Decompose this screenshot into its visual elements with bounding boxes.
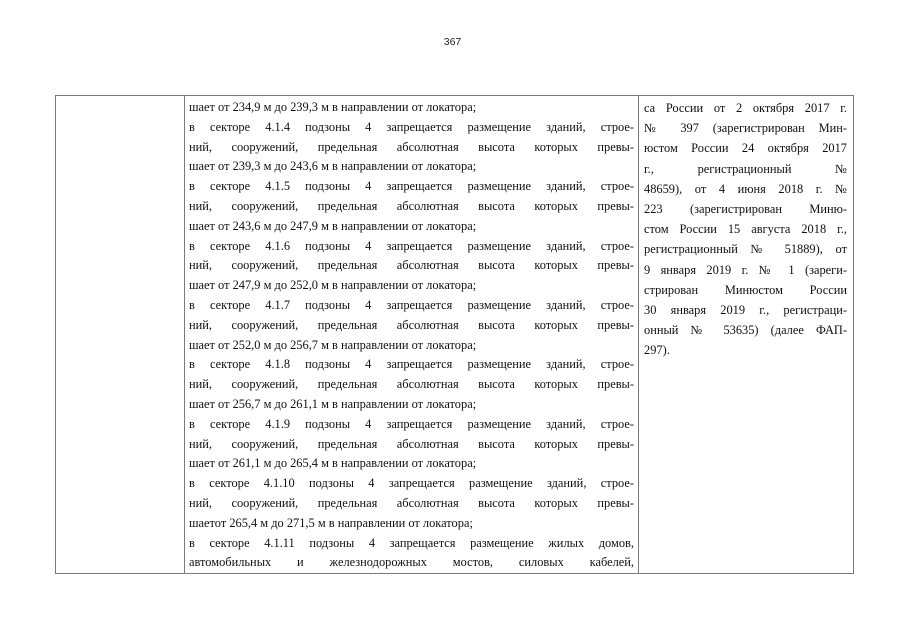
text-line: в секторе 4.1.8 подзоны 4 запрещается размещение зданий, строе- (189, 357, 634, 372)
document-table (55, 95, 854, 574)
text-line: шает от 261,1 м до 265,4 м в направлении от локатора; (189, 456, 477, 471)
reference-line: са России от 2 октября 2017 г. (644, 101, 847, 115)
reference-line: стрирован Минюстом России (644, 282, 847, 297)
main-text-cell (185, 96, 639, 574)
text-line: ний, сооружений, предельная абсолютная высота которых превы- (189, 495, 634, 510)
reference-line: регистрационный № 51889), от (644, 242, 847, 257)
reference-cell (639, 96, 854, 574)
reference-line: 48659), от 4 июня 2018 г. № (644, 181, 847, 196)
empty-cell (56, 96, 185, 574)
text-line: шает от 247,9 м до 252,0 м в направлении от локатора; (189, 278, 477, 293)
reference-line: 297). (644, 343, 670, 358)
table-row (56, 96, 854, 574)
reference-text-block (639, 96, 853, 361)
text-line: ний, сооружений, предельная абсолютная высота которых превы- (189, 139, 634, 154)
text-line: ний, сооружений, предельная абсолютная высота которых превы- (189, 317, 634, 332)
reference-line: 9 января 2019 г. № 1 (зареги- (644, 262, 847, 277)
reference-line: г., регистрационный № (644, 161, 847, 176)
text-line: шает от 243,6 м до 247,9 м в направлении от локатора; (189, 218, 477, 233)
page-number: 367 (443, 36, 462, 48)
text-line: шает от 239,3 м до 243,6 м в направлении от локатора; (189, 159, 477, 174)
reference-line: юстом России 24 октября 2017 (644, 141, 847, 156)
text-line: в секторе 4.1.11 подзоны 4 запрещается размещение жилых домов, (189, 535, 634, 550)
text-line: шает от 234,9 м до 239,3 м в направлении от локатора; (189, 100, 477, 114)
text-line: шает от 256,7 м до 261,1 м в направлении от локатора; (189, 396, 477, 411)
text-line: в секторе 4.1.6 подзоны 4 запрещается размещение зданий, строе- (189, 238, 634, 253)
reference-line: 223 (зарегистрирован Миню- (644, 202, 847, 217)
text-line: шает от 252,0 м до 256,7 м в направлении от локатора; (189, 337, 477, 352)
text-line: шаетот 265,4 м до 271,5 м в направлении от локатора; (189, 515, 473, 530)
main-text-block (185, 96, 638, 573)
text-line: в секторе 4.1.7 подзоны 4 запрещается размещение зданий, строе- (189, 297, 634, 312)
text-line: ний, сооружений, предельная абсолютная высота которых превы- (189, 258, 634, 273)
text-line: в секторе 4.1.5 подзоны 4 запрещается размещение зданий, строе- (189, 179, 634, 194)
reference-line: 30 января 2019 г., регистраци- (644, 303, 847, 318)
text-line: в секторе 4.1.10 подзоны 4 запрещается размещение зданий, строе- (189, 476, 634, 491)
text-line: в секторе 4.1.9 подзоны 4 запрещается размещение зданий, строе- (189, 416, 634, 431)
text-line: в секторе 4.1.4 подзоны 4 запрещается размещение зданий, строе- (189, 119, 634, 134)
reference-line: стом России 15 августа 2018 г., (644, 222, 847, 237)
text-line: ний, сооружений, предельная абсолютная высота которых превы- (189, 377, 634, 392)
text-line: ний, сооружений, предельная абсолютная высота которых превы- (189, 198, 634, 213)
reference-line: № 397 (зарегистрирован Мин- (644, 121, 847, 136)
reference-line: онный № 53635) (далее ФАП- (644, 323, 847, 338)
text-line: ний, сооружений, предельная абсолютная высота которых превы- (189, 436, 634, 451)
text-line: автомобильных и железнодорожных мостов, силовых кабелей, (189, 555, 634, 570)
